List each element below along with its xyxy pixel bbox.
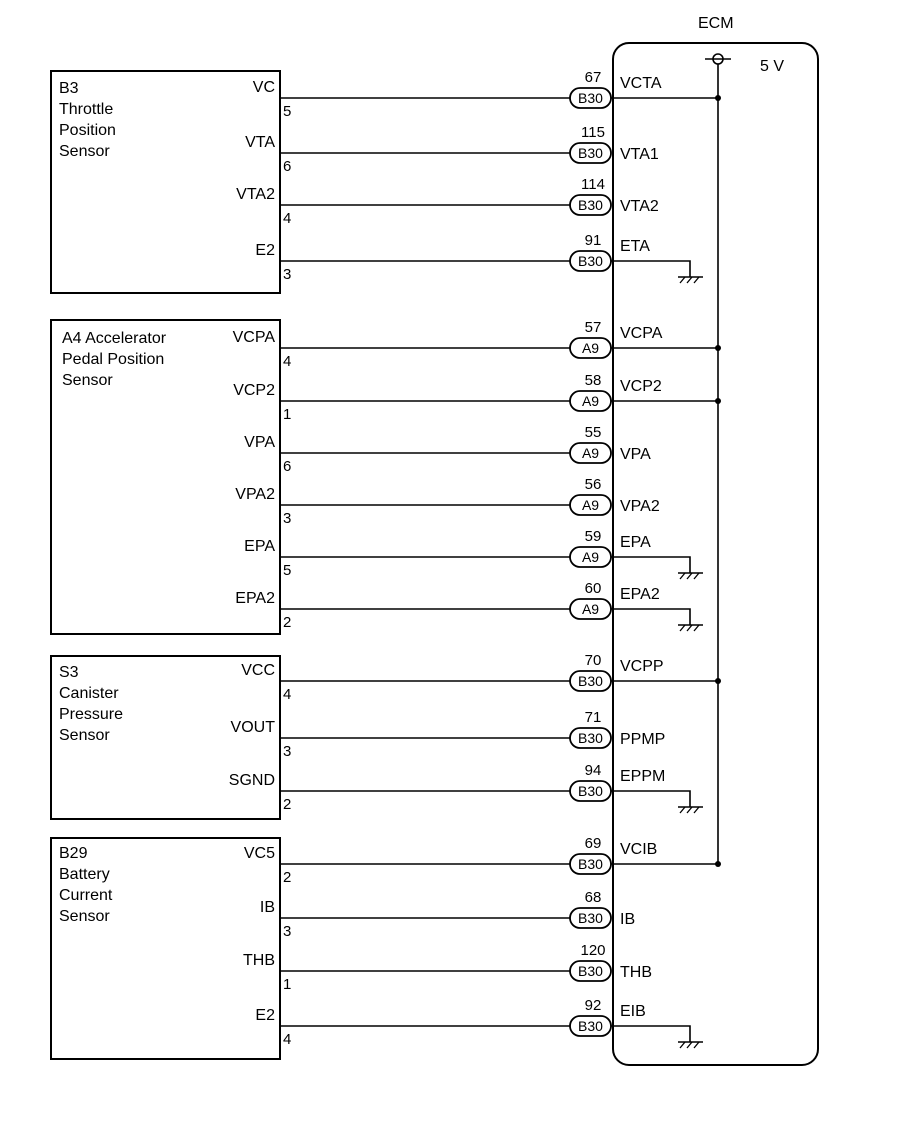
ecm-terminal-number: 68 bbox=[584, 889, 602, 906]
sensor-pin-name: E2 bbox=[255, 1007, 275, 1024]
sensor-pin-name: VOUT bbox=[230, 719, 275, 736]
sensor-pin-number: 6 bbox=[283, 158, 292, 175]
ground-link bbox=[611, 609, 690, 625]
connector-id: A9 bbox=[581, 445, 600, 461]
ground-icon bbox=[678, 807, 703, 813]
ecm-terminal-number: 58 bbox=[584, 372, 602, 389]
ground-icon bbox=[678, 277, 703, 283]
wire-ib bbox=[260, 889, 635, 940]
ecm-signal-label: VTA2 bbox=[620, 198, 659, 215]
sensor-pin-number: 3 bbox=[283, 266, 292, 283]
connector-id: B30 bbox=[578, 197, 603, 213]
connector-id: B30 bbox=[578, 783, 603, 799]
ecm-title: ECM bbox=[698, 15, 734, 32]
sensor-pin-name: SGND bbox=[228, 772, 275, 789]
wire-eib bbox=[255, 997, 703, 1048]
wire-vcpp bbox=[241, 652, 721, 703]
sensor-pin-name: THB bbox=[243, 952, 275, 969]
ecm-terminal-number: 70 bbox=[584, 652, 602, 669]
ecm-terminal-number: 94 bbox=[584, 762, 602, 779]
ecm-terminal-number: 91 bbox=[584, 232, 602, 249]
sensor-pin-number: 5 bbox=[283, 562, 292, 579]
ecm-signal-label: THB bbox=[620, 964, 652, 981]
sensor-box-throttle-position bbox=[51, 71, 280, 293]
wire-vpa bbox=[244, 424, 651, 475]
wire-eppm bbox=[229, 762, 703, 813]
sensor-pin-number: 2 bbox=[283, 614, 292, 631]
sensor-pin-name: VPA2 bbox=[235, 486, 275, 503]
junction-dot bbox=[715, 678, 721, 684]
wire-vta2 bbox=[236, 176, 659, 227]
ecm-box bbox=[613, 43, 818, 1065]
sensor-pin-name: VCP2 bbox=[233, 382, 275, 399]
ecm-terminal-number: 57 bbox=[584, 319, 602, 336]
sensor-pin-number: 6 bbox=[283, 458, 292, 475]
wire-ppmp bbox=[231, 709, 666, 760]
ecm-terminal-number: 55 bbox=[584, 424, 602, 441]
wire-vcib bbox=[244, 835, 721, 886]
connector-id: B30 bbox=[578, 90, 603, 106]
ground-link bbox=[611, 557, 690, 573]
ecm-terminal-number: 115 bbox=[581, 124, 605, 141]
sensor-box-accelerator-pedal-position bbox=[51, 320, 280, 634]
connector-id: B30 bbox=[578, 253, 603, 269]
ecm-signal-label: EPPM bbox=[620, 768, 666, 785]
connector-id: B30 bbox=[578, 673, 603, 689]
junction-dot bbox=[715, 861, 721, 867]
ground-icon bbox=[678, 625, 703, 631]
connector-id: B30 bbox=[578, 910, 603, 926]
ecm-terminal-number: 59 bbox=[584, 528, 602, 545]
wire-epa2 bbox=[235, 580, 703, 631]
sensor-pin-name: VPA bbox=[244, 434, 275, 451]
sensor-pin-number: 4 bbox=[283, 686, 292, 703]
sensor-label: B29 Battery Current Sensor bbox=[59, 845, 113, 925]
ecm-signal-label: IB bbox=[620, 911, 636, 928]
wires bbox=[229, 69, 721, 1048]
wire-vcpa bbox=[233, 319, 721, 370]
ecm-signal-label: PPMP bbox=[620, 731, 666, 748]
connector-id: B30 bbox=[578, 963, 603, 979]
sensor-pin-number: 3 bbox=[283, 743, 292, 760]
connector-id: A9 bbox=[581, 340, 600, 356]
connector-id: A9 bbox=[581, 497, 600, 513]
sensor-pin-number: 1 bbox=[283, 976, 292, 993]
junction-dot bbox=[715, 95, 721, 101]
wire-vcta bbox=[253, 69, 721, 120]
connector-id: B30 bbox=[578, 145, 603, 161]
ecm-signal-label: VCPP bbox=[620, 658, 664, 675]
sensor-pin-name: VC bbox=[252, 79, 275, 96]
ecm-signal-label: VCTA bbox=[620, 75, 662, 92]
sensor-pin-number: 3 bbox=[283, 510, 292, 527]
connector-id: A9 bbox=[581, 393, 600, 409]
wire-vpa2 bbox=[235, 476, 660, 527]
sensor-pin-number: 4 bbox=[283, 210, 292, 227]
wire-thb bbox=[243, 942, 652, 993]
sensor-pin-name: EPA bbox=[244, 538, 275, 555]
sensor-pin-number: 2 bbox=[283, 796, 292, 813]
ecm-signal-label: VCPA bbox=[620, 325, 663, 342]
connector-id: A9 bbox=[581, 549, 600, 565]
sensor-pin-name: VTA bbox=[245, 134, 275, 151]
connector-id: B30 bbox=[578, 730, 603, 746]
sensor-label: S3 Canister Pressure Sensor bbox=[59, 664, 124, 744]
ecm-terminal-number: 92 bbox=[584, 997, 602, 1014]
ecm-terminal-number: 67 bbox=[584, 69, 602, 86]
wire-epa bbox=[244, 528, 703, 579]
ecm-terminal-number: 71 bbox=[584, 709, 602, 726]
ground-icon bbox=[678, 1042, 703, 1048]
ecm-signal-label: VCP2 bbox=[620, 378, 662, 395]
sensor-pin-name: VTA2 bbox=[236, 186, 275, 203]
ecm-signal-label: VTA1 bbox=[620, 146, 659, 163]
sensor-pin-number: 5 bbox=[283, 103, 292, 120]
ground-link bbox=[611, 791, 690, 807]
ecm-terminal-number: 60 bbox=[584, 580, 602, 597]
ecm-signal-label: VCIB bbox=[620, 841, 658, 858]
ecm-signal-label: EIB bbox=[620, 1003, 646, 1020]
sensor-pin-name: E2 bbox=[255, 242, 275, 259]
ground-link bbox=[611, 261, 690, 277]
ecm-terminal-number: 56 bbox=[584, 476, 602, 493]
ground-link bbox=[611, 1026, 690, 1042]
ecm-signal-label: VPA2 bbox=[620, 498, 660, 515]
ecm-signal-label: EPA2 bbox=[620, 586, 660, 603]
sensor-pin-name: EPA2 bbox=[235, 590, 275, 607]
wire-vta1 bbox=[245, 124, 659, 175]
ecm-signal-label: VPA bbox=[620, 446, 651, 463]
ecm-supply-label: 5 V bbox=[760, 58, 785, 75]
ecm-signal-label: EPA bbox=[620, 534, 651, 551]
wire-eta bbox=[255, 232, 703, 283]
connector-id: B30 bbox=[578, 1018, 603, 1034]
supply-5v-icon bbox=[705, 54, 731, 64]
sensor-pin-number: 3 bbox=[283, 923, 292, 940]
sensor-label: A4 Accelerator Pedal Position Sensor bbox=[62, 330, 167, 389]
junction-dot bbox=[715, 398, 721, 404]
sensor-box-canister-pressure bbox=[51, 656, 280, 819]
junction-dot bbox=[715, 345, 721, 351]
sensor-label: B3 Throttle Position Sensor bbox=[59, 80, 116, 160]
ecm-signal-label: ETA bbox=[620, 238, 650, 255]
ground-icon bbox=[678, 573, 703, 579]
sensor-pin-number: 4 bbox=[283, 1031, 292, 1048]
sensor-pin-number: 4 bbox=[283, 353, 292, 370]
sensor-pin-name: VCC bbox=[241, 662, 275, 679]
ecm-terminal-number: 120 bbox=[580, 942, 606, 959]
connector-id: B30 bbox=[578, 856, 603, 872]
connector-id: A9 bbox=[581, 601, 600, 617]
sensor-pin-name: VC5 bbox=[243, 845, 275, 862]
sensor-box-battery-current bbox=[51, 838, 280, 1059]
wire-vcp2 bbox=[233, 372, 721, 423]
sensor-pin-name: VCPA bbox=[232, 329, 275, 346]
sensor-pin-number: 2 bbox=[283, 869, 292, 886]
ecm-terminal-number: 114 bbox=[581, 176, 605, 193]
sensor-pin-number: 1 bbox=[283, 406, 292, 423]
ecm-terminal-number: 69 bbox=[584, 835, 602, 852]
sensor-pin-name: IB bbox=[259, 899, 275, 916]
